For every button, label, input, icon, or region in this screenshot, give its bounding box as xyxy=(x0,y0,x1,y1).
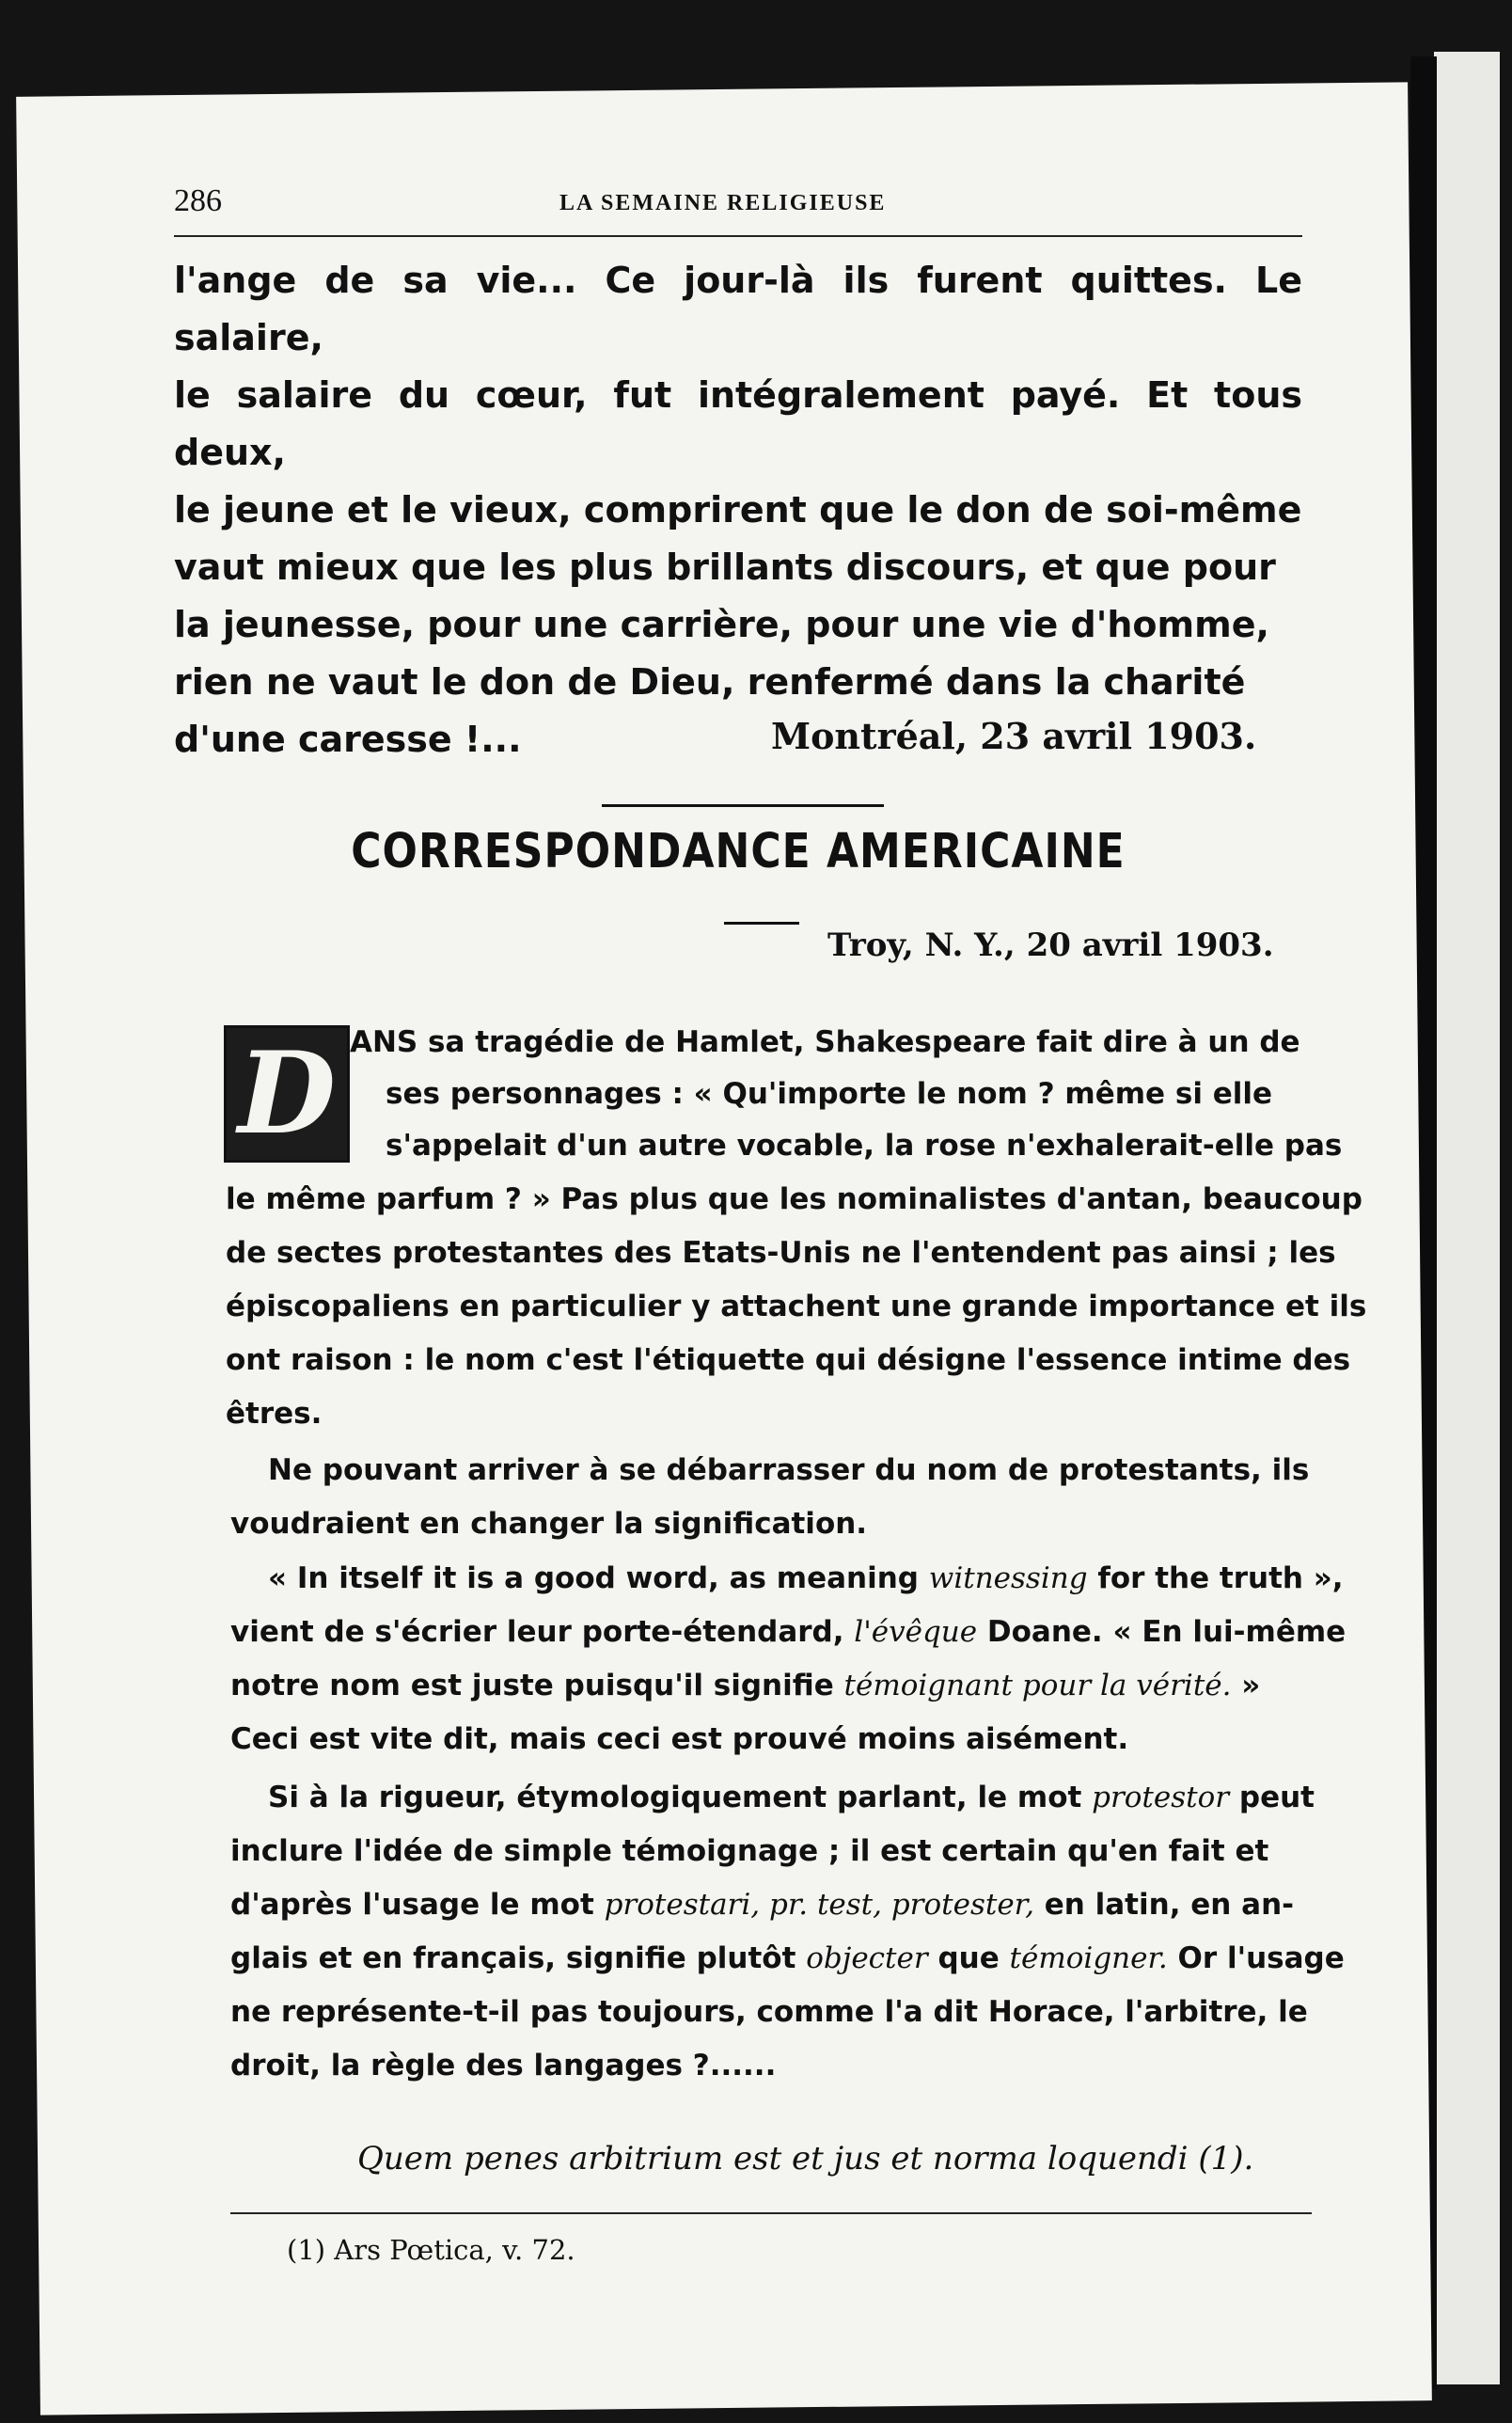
page-header xyxy=(174,183,1293,240)
text-line: « In itself it is a good word, as meaning witnessing for the truth », xyxy=(268,1561,1344,1595)
text-line: la jeunesse, pour une carrière, pour une vie d'homme, xyxy=(174,604,1269,645)
text-line: épiscopaliens en particulier y attachent une grande importance et ils xyxy=(226,1290,1367,1323)
article2-dateline: Troy, N. Y., 20 avril 1903. xyxy=(827,926,1274,964)
text-line: l'ange de sa vie... Ce jour-là ils furent quittes. Le salaire, xyxy=(174,260,1302,358)
text-line: le salaire du cœur, fut intégralement payé. Et tous deux, xyxy=(174,374,1302,473)
text-line: glais et en français, signifie plutôt objecter que témoigner. Or l'usage xyxy=(230,1941,1345,1975)
text-line: d'après l'usage le mot protestari, pr. test, protester, en latin, en an- xyxy=(230,1888,1295,1922)
page-number: 286 xyxy=(174,183,222,218)
text-line: ont raison : le nom c'est l'étiquette qui désigne l'essence intime des xyxy=(226,1343,1351,1377)
text-line: Si à la rigueur, étymologiquement parlant, le mot protestor peut xyxy=(268,1781,1315,1814)
section-divider xyxy=(602,804,884,807)
text-line: ne représente-t-il pas toujours, comme l'a dit Horace, l'arbitre, le xyxy=(230,1995,1308,2029)
text-line: inclure l'idée de simple témoignage ; il est certain qu'en fait et xyxy=(230,1834,1269,1868)
text-line: Ne pouvant arriver à se débarrasser du nom de protestants, ils xyxy=(268,1453,1310,1487)
article1-dateline: Montréal, 23 avril 1903. xyxy=(771,715,1257,757)
text-line: voudraient en changer la signification. xyxy=(230,1507,868,1541)
text-line: rien ne vaut le don de Dieu, renfermé dans la charité xyxy=(174,661,1246,703)
header-rule xyxy=(174,235,1302,237)
article1-paragraph xyxy=(174,252,1302,768)
text-line: ANS sa tragédie de Hamlet, Shakespeare fait dire à un de xyxy=(350,1025,1300,1059)
section-title: CORRESPONDANCE AMERICAINE xyxy=(351,824,1126,879)
title-underline xyxy=(724,922,799,925)
text-line: de sectes protestantes des Etats-Unis ne l'entendent pas ainsi ; les xyxy=(226,1236,1336,1270)
text-line: notre nom est juste puisqu'il signifie témoignant pour la vérité. » xyxy=(230,1669,1261,1702)
text-line: vaut mieux que les plus brillants discours, et que pour xyxy=(174,546,1276,588)
running-title: LA SEMAINE RELIGIEUSE xyxy=(559,191,887,215)
footnote-rule xyxy=(230,2212,1312,2214)
footnote: (1) Ars Pœtica, v. 72. xyxy=(287,2234,575,2266)
text-line: droit, la règle des langages ?...... xyxy=(230,2049,777,2083)
text-line: le même parfum ? » Pas plus que les nominalistes d'antan, beaucoup xyxy=(226,1182,1362,1216)
text-line: s'appelait d'un autre vocable, la rose n'exhalerait-elle pas xyxy=(386,1129,1343,1163)
text-line: Ceci est vite dit, mais ceci est prouvé moins aisément. xyxy=(230,1722,1129,1756)
text-line: le jeune et le vieux, comprirent que le don de soi-même xyxy=(174,489,1302,531)
text-line: ses personnages : « Qu'importe le nom ? même si elle xyxy=(386,1077,1273,1111)
text-line: d'une caresse !... xyxy=(174,719,522,760)
next-page-edge xyxy=(1434,52,1500,2384)
text-line: êtres. xyxy=(226,1397,323,1431)
dropcap-letter: D xyxy=(224,1025,350,1163)
latin-quote: Quem penes arbitrium est et jus et norma loquendi (1). xyxy=(357,2140,1254,2178)
text-line: vient de s'écrier leur porte-étendard, l'évêque Doane. « En lui-même xyxy=(230,1615,1347,1649)
